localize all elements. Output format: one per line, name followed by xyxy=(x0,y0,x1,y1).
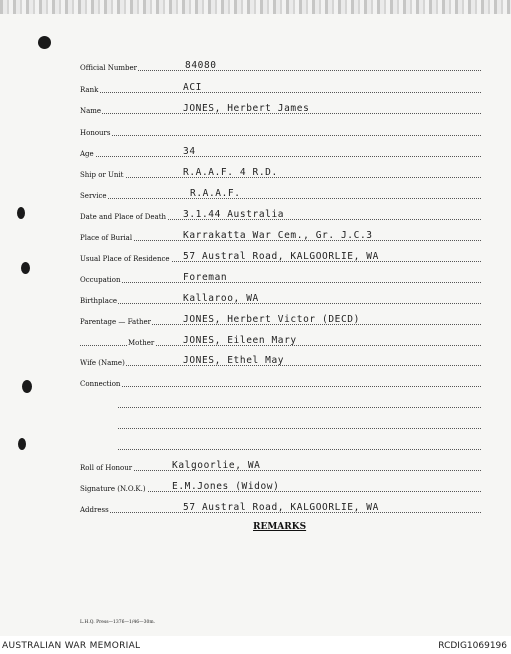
field-address xyxy=(80,500,481,514)
field-label: Age xyxy=(80,150,94,158)
field-ship-or-unit xyxy=(80,165,481,179)
field-connection xyxy=(80,374,481,388)
field-value: JONES, Herbert James xyxy=(183,103,310,114)
field-label: Place of Burial xyxy=(80,234,133,242)
field-value: 57 Austral Road, KALGOORLIE, WA xyxy=(183,502,379,513)
field-value: ACI xyxy=(183,82,202,93)
printer-imprint: L.H.Q. Press—1376—1/46—30m. xyxy=(80,620,156,625)
field-honours xyxy=(80,123,481,137)
field-value: Kalgoorlie, WA xyxy=(172,460,261,471)
remarks-heading: REMARKS xyxy=(253,522,307,532)
connection-blank-line xyxy=(118,416,481,430)
field-value: E.M.Jones (Widow) xyxy=(172,481,280,492)
field-label: Honours xyxy=(80,129,111,137)
field-label: Usual Place of Residence xyxy=(80,255,170,263)
punch-hole xyxy=(22,380,32,393)
field-date-place-death xyxy=(80,207,481,221)
field-label: Name xyxy=(80,107,102,115)
punch-hole xyxy=(18,438,26,450)
field-label: Address xyxy=(80,506,109,514)
field-value: JONES, Eileen Mary xyxy=(183,335,297,346)
field-service xyxy=(80,186,481,200)
punch-hole xyxy=(17,207,25,219)
connection-blank-line xyxy=(118,437,481,451)
field-wife-name xyxy=(80,353,481,367)
field-label: Birthplace xyxy=(80,297,118,305)
field-parentage-father xyxy=(80,312,481,326)
field-occupation xyxy=(80,270,481,284)
field-label: Parentage — Father xyxy=(80,318,151,326)
field-label: Occupation xyxy=(80,276,121,284)
field-label: Roll of Honour xyxy=(80,464,133,472)
field-value: 57 Austral Road, KALGOORLIE, WA xyxy=(183,251,379,262)
field-label: Signature (N.O.K.) xyxy=(80,485,146,493)
connection-blank-line xyxy=(118,395,481,409)
field-value: 84080 xyxy=(185,60,217,71)
field-value: R.A.A.F. xyxy=(190,188,241,199)
field-age xyxy=(80,144,481,158)
field-label: Rank xyxy=(80,86,99,94)
field-roll-of-honour xyxy=(80,458,481,472)
field-value: JONES, Ethel May xyxy=(183,355,285,366)
field-place-of-burial xyxy=(80,228,481,242)
field-label: Date and Place of Death xyxy=(80,213,167,221)
field-value: 34 xyxy=(183,146,196,157)
field-value: Foreman xyxy=(183,272,228,283)
punch-hole xyxy=(21,262,30,274)
footer-record-id: RCDIG1069196 xyxy=(438,641,507,651)
footer-institution: AUSTRALIAN WAR MEMORIAL xyxy=(2,641,141,651)
field-signature-nok xyxy=(80,479,481,493)
field-name xyxy=(80,101,481,115)
field-value: R.A.A.F. 4 R.D. xyxy=(183,167,278,178)
field-value: Kallaroo, WA xyxy=(183,293,259,304)
field-label: Connection xyxy=(80,380,121,388)
scan-top-edge xyxy=(0,0,511,14)
field-value: Karrakatta War Cem., Gr. J.C.3 xyxy=(183,230,373,241)
punch-hole xyxy=(38,36,51,49)
field-value: 3.1.44 Australia xyxy=(183,209,285,220)
field-birthplace xyxy=(80,291,481,305)
field-value: JONES, Herbert Victor (DECD) xyxy=(183,314,360,325)
footer-bar xyxy=(0,637,511,654)
field-label: Wife (Name) xyxy=(80,359,125,367)
field-official-number xyxy=(80,58,481,72)
field-label: Mother xyxy=(128,339,155,347)
field-parentage-mother xyxy=(80,333,481,347)
field-rank xyxy=(80,80,481,94)
field-usual-residence xyxy=(80,249,481,263)
field-label: Service xyxy=(80,192,107,200)
field-label: Official Number xyxy=(80,64,137,72)
field-label: Ship or Unit xyxy=(80,171,124,179)
